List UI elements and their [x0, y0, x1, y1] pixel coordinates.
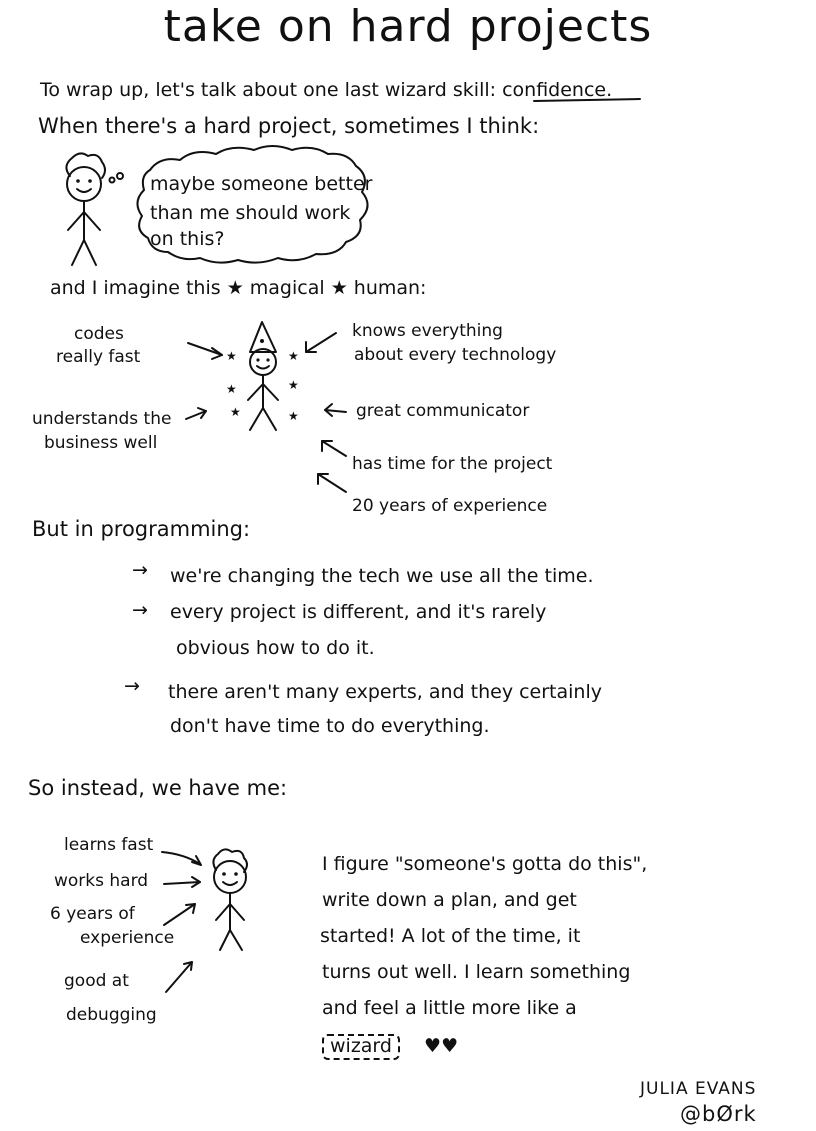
programming-point-1: we're changing the tech we use all the time.: [170, 565, 594, 587]
label-years-line-2: experience: [80, 928, 175, 948]
label-works-hard: works hard: [54, 871, 149, 891]
label-understands-line-2: business well: [44, 433, 158, 453]
imagine-middle: magical: [249, 277, 325, 299]
svg-text:★: ★: [226, 349, 237, 363]
signature-name: JULIA EVANS: [640, 1079, 757, 1099]
label-understands-line-1: understands the: [32, 409, 172, 429]
arrow-icon: →: [124, 675, 140, 697]
thought-line-2: than me should work: [150, 202, 351, 224]
intro-line-1: [40, 80, 612, 102]
thought-line-3: on this?: [150, 228, 225, 250]
magical-human-icon: [248, 322, 278, 430]
wizard-badge: wizard: [322, 1034, 400, 1060]
label-years-line-1: 6 years of: [50, 904, 135, 924]
label-codes-line-2: really fast: [56, 347, 141, 367]
programming-point-3-line-2: don't have time to do everything.: [170, 715, 490, 737]
label-learns-fast: learns fast: [64, 835, 154, 855]
intro-line-1-suffix: .: [606, 79, 613, 101]
conclusion-line-3: started! A lot of the time, it: [320, 925, 581, 947]
svg-text:★: ★: [288, 349, 299, 363]
me-person-icon: [213, 849, 247, 950]
svg-text:★: ★: [226, 382, 237, 396]
programming-point-2-line-1: every project is different, and it's rarely: [170, 601, 547, 623]
thought-line-1: maybe someone better: [150, 173, 373, 195]
label-codes-line-1: codes: [74, 324, 124, 344]
label-debugging-line-1: good at: [64, 971, 129, 991]
conclusion-line-5: and feel a little more like a: [322, 997, 577, 1019]
conclusion-line-2: write down a plan, and get: [322, 889, 577, 911]
label-experience: 20 years of experience: [352, 496, 548, 516]
svg-text:★: ★: [230, 405, 241, 419]
star-icon: ★: [330, 277, 348, 299]
label-knows-line-1: knows everything: [352, 321, 503, 341]
label-communicator: great communicator: [356, 401, 530, 421]
instead-heading: So instead, we have me:: [28, 776, 288, 800]
label-debugging-line-2: debugging: [66, 1005, 157, 1025]
arrow-icon: →: [132, 599, 148, 621]
conclusion-line-1: I figure "someone's gotta do this",: [322, 853, 648, 875]
label-time: has time for the project: [352, 454, 553, 474]
programming-heading: But in programming:: [32, 517, 251, 541]
arrow-icon: →: [132, 559, 148, 581]
svg-text:★: ★: [288, 409, 299, 423]
imagine-suffix: human:: [353, 277, 427, 299]
imagine-prefix: and I imagine this: [50, 277, 221, 299]
signature-handle: @bØrk: [680, 1102, 757, 1126]
svg-text:★: ★: [288, 378, 299, 392]
intro-line-2: When there's a hard project, sometimes I think:: [38, 114, 540, 138]
me-arrows: [162, 852, 201, 992]
conclusion-line-6: [322, 1034, 458, 1060]
programming-point-3-line-1: there aren't many experts, and they certainly: [168, 681, 602, 703]
thinking-person-icon: [66, 153, 123, 265]
conclusion-line-4: turns out well. I learn something: [322, 961, 631, 983]
intro-line-1-prefix: To wrap up, let's talk about one last wizard skill:: [40, 79, 497, 101]
star-icon: ★: [226, 277, 244, 299]
confidence-keyword: confidence: [502, 79, 607, 101]
hearts-icon: ♥♥: [424, 1035, 459, 1057]
label-knows-line-2: about every technology: [354, 345, 557, 365]
imagine-line: [50, 278, 426, 300]
programming-point-2-line-2: obvious how to do it.: [176, 637, 375, 659]
page-title: take on hard projects: [163, 1, 653, 52]
